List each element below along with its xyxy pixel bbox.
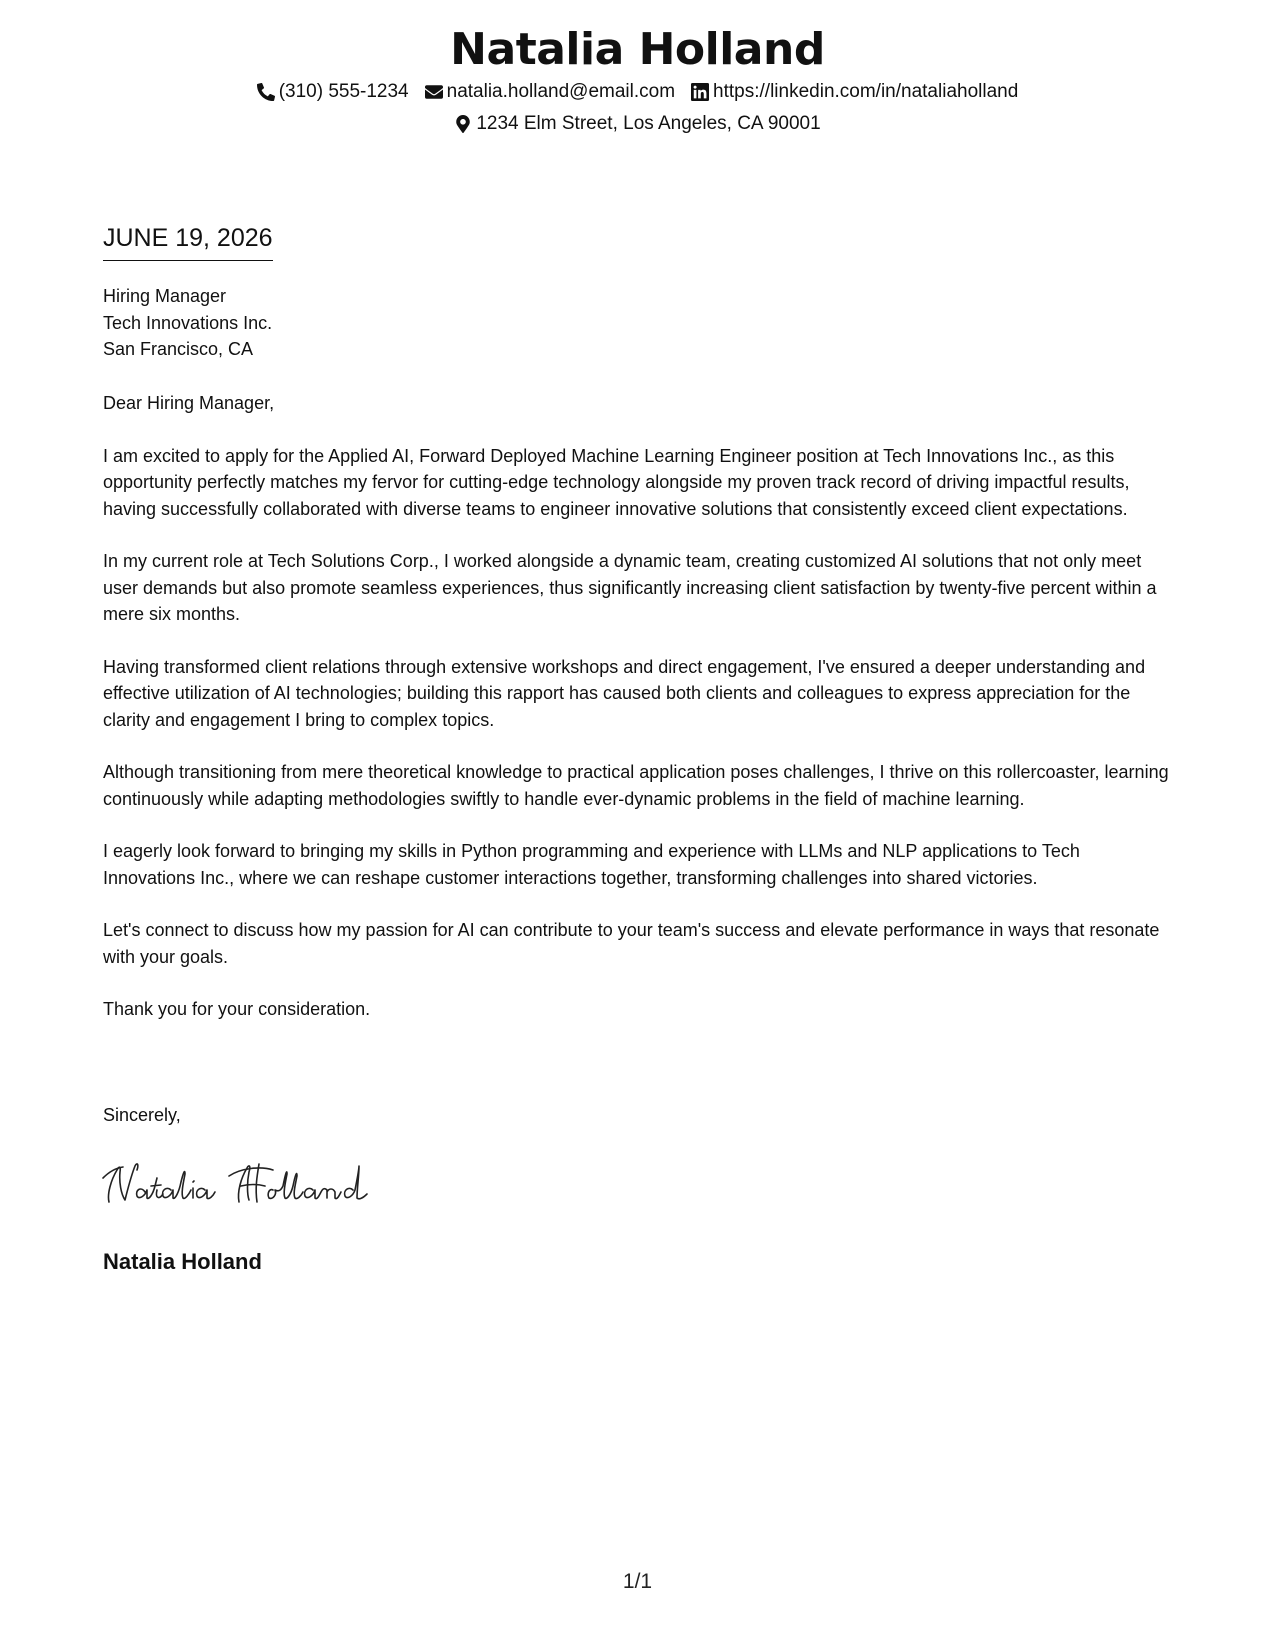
phone-contact: [257, 79, 409, 105]
recipient-location: San Francisco, CA: [103, 339, 254, 359]
body-paragraph: Having transformed client relations through extensive workshops and direct engagement, I've ensured a deeper understanding and effective utilization of AI technologies; building this rapport has caused both clients and colleagues to express appreciation for the clarity and engagement I bring to complex topics.: [103, 656, 1146, 730]
address-contact: [454, 111, 820, 137]
email-address: natalia.holland@email.com: [446, 81, 676, 102]
handwritten-signature: [101, 1158, 371, 1210]
street-address: 1234 Elm Street, Los Angeles, CA 90001: [476, 113, 821, 134]
body-paragraph: I am excited to apply for the Applied AI, Forward Deployed Machine Learning Engineer position at Tech Innovations Inc., as this opportunity perfectly matches my fervor for cutting-edge technology alongside my proven track record of driving impactful results, having successfully collaborated with diverse teams to engineer innovative solutions that consistently exceed client expectations.: [103, 445, 1130, 519]
phone-number: (310) 555-1234: [278, 81, 409, 102]
closing: Sincerely,: [103, 1105, 181, 1125]
envelope-icon: [425, 83, 443, 101]
address-row: [0, 111, 1275, 137]
linkedin-contact: [691, 79, 1018, 105]
recipient-company: Tech Innovations Inc.: [103, 312, 273, 333]
email-contact: [425, 79, 675, 105]
body-paragraph: I eagerly look forward to bringing my skills in Python programming and experience with LLMs and NLP applications to Tech Innovations Inc., where we can reshape customer interactions together, transforming challenges into shared victories.: [103, 841, 1080, 888]
letter-date: JUNE 19, 2026: [103, 222, 273, 261]
body-paragraph: Let's connect to discuss how my passion for AI can contribute to your team's success and elevate performance in ways that resonate with your goals.: [103, 920, 1160, 967]
linkedin-icon: [691, 83, 709, 101]
phone-icon: [257, 83, 275, 101]
body-paragraph: Thank you for your consideration.: [103, 999, 371, 1019]
body-paragraph: Although transitioning from mere theoretical knowledge to practical application poses challenges, I thrive on this rollercoaster, learning continuously while adapting methodologies swiftly to handle ever-dynamic problems in the field of machine learning.: [103, 762, 1169, 809]
recipient-title: Hiring Manager: [103, 286, 227, 306]
map-marker-icon: [454, 115, 472, 133]
page-number: 1/1: [622, 1570, 653, 1593]
recipient-block: [103, 283, 272, 363]
body-paragraph: In my current role at Tech Solutions Corp., I worked alongside a dynamic team, creating customized AI solutions that not only meet user demands but also promote seamless experiences, thus significantly increasing client satisfaction by twenty-five percent within a mere six months.: [103, 551, 1157, 624]
linkedin-url[interactable]: https://linkedin.com/in/nataliaholland: [713, 81, 1019, 102]
salutation: Dear Hiring Manager,: [103, 393, 275, 413]
applicant-name: Natalia Holland: [450, 24, 825, 75]
letter-body: [103, 390, 1175, 1049]
contact-row: [0, 79, 1275, 105]
signer-name: Natalia Holland: [103, 1249, 262, 1274]
